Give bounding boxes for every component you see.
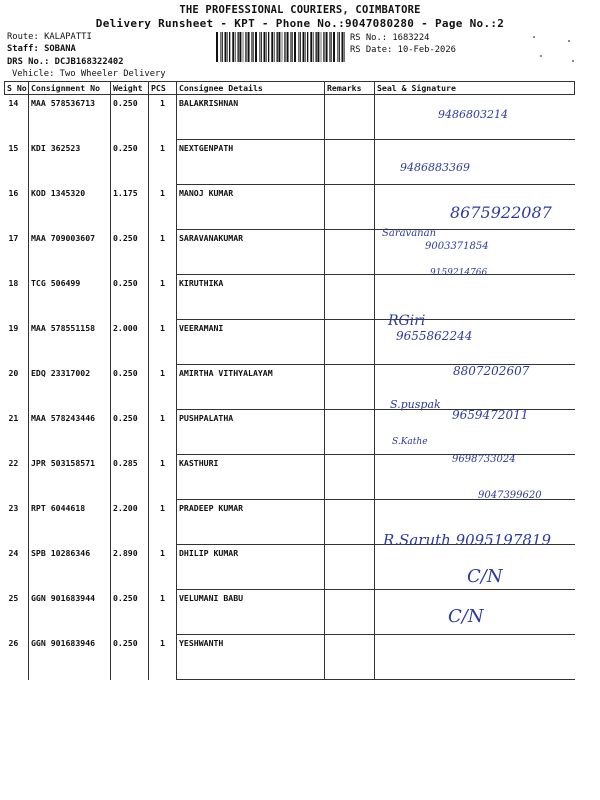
row-pcs: 1	[149, 185, 177, 230]
row-consignment-no: MAA 578243446	[29, 410, 111, 455]
row-remarks	[325, 230, 375, 275]
signature: 9047399620	[478, 490, 542, 501]
barcode-bar	[303, 32, 305, 62]
row-remarks	[325, 410, 375, 455]
drs-number: DRS No.: DCJB168322402	[7, 57, 124, 67]
barcode-bar	[344, 32, 345, 62]
table-row	[5, 500, 575, 545]
row-consignment-no: MAA 709003607	[29, 230, 111, 275]
table-row	[5, 140, 575, 185]
row-pcs: 1	[149, 410, 177, 455]
barcode-bar	[333, 32, 335, 62]
table-row	[5, 320, 575, 365]
row-sno: 22	[8, 457, 19, 468]
signature: S.puspak	[390, 398, 441, 411]
speck	[533, 36, 535, 38]
table-row	[5, 365, 575, 410]
row-consignee: KASTHURI	[177, 455, 325, 500]
barcode-bar	[316, 32, 317, 62]
signature: 9698733024	[452, 454, 516, 465]
rs-date: RS Date: 10-Feb-2026	[350, 45, 456, 55]
barcode-bar	[342, 32, 344, 62]
barcode-bar	[264, 32, 266, 62]
row-sno: 15	[8, 142, 19, 153]
barcode-bar	[284, 32, 285, 62]
row-seal-signature	[375, 455, 575, 500]
row-weight: 0.250	[111, 95, 149, 140]
row-consignee: MANOJ KUMAR	[177, 185, 325, 230]
barcode-bar	[278, 32, 280, 62]
row-pcs: 1	[149, 365, 177, 410]
barcode-bar	[337, 32, 338, 62]
signature: C/N	[467, 566, 503, 587]
signature: Saravanan	[382, 228, 437, 239]
row-weight: 0.250	[111, 590, 149, 635]
table-row	[5, 455, 575, 500]
runsheet-subtitle: Delivery Runsheet - KPT - Phone No.:9047080280 - Page No.:2	[95, 17, 505, 30]
row-remarks	[325, 320, 375, 365]
barcode-bar	[216, 32, 218, 62]
table-row	[5, 410, 575, 455]
signature: RGiri	[388, 313, 426, 329]
barcode-bar	[287, 32, 289, 62]
table-row	[5, 545, 575, 590]
row-consignment-no: SPB 10286346	[29, 545, 111, 590]
row-consignment-no: MAA 578551158	[29, 320, 111, 365]
barcode-bar	[290, 32, 291, 62]
row-weight: 0.250	[111, 230, 149, 275]
company-title: THE PROFESSIONAL COURIERS, COIMBATORE	[179, 4, 421, 16]
barcode-bar	[261, 32, 262, 62]
row-seal-signature	[375, 500, 575, 545]
row-sno: 19	[8, 322, 19, 333]
row-consignment-no: JPR 503158571	[29, 455, 111, 500]
row-seal-signature	[375, 545, 575, 590]
header-seal: Seal & Signature	[375, 82, 575, 95]
barcode-bar	[220, 32, 221, 62]
barcode-bar	[339, 32, 340, 62]
barcode-bar	[266, 32, 267, 62]
row-pcs: 1	[149, 455, 177, 500]
barcode-bar	[291, 32, 292, 62]
row-consignee: PUSHPALATHA	[177, 410, 325, 455]
row-sno: 24	[8, 547, 19, 558]
barcode	[216, 32, 346, 62]
table-row	[5, 275, 575, 320]
row-weight: 1.175	[111, 185, 149, 230]
row-seal-signature	[375, 590, 575, 635]
row-remarks	[325, 365, 375, 410]
row-weight: 2.000	[111, 320, 149, 365]
route-label: Route: KALAPATTI	[7, 32, 92, 42]
table-row	[5, 230, 575, 275]
barcode-bar	[268, 32, 269, 62]
barcode-bar	[225, 32, 227, 62]
row-pcs: 1	[149, 140, 177, 185]
signature: 8807202607	[453, 364, 530, 378]
barcode-bar	[271, 32, 273, 62]
row-consignee: DHILIP KUMAR	[177, 545, 325, 590]
row-remarks	[325, 95, 375, 140]
row-consignment-no: GGN 901683944	[29, 590, 111, 635]
table-row	[5, 185, 575, 230]
barcode-bar	[305, 32, 306, 62]
barcode-bar	[245, 32, 246, 62]
row-consignee: VEERAMANI	[177, 320, 325, 365]
row-seal-signature	[375, 275, 575, 320]
header-consignment: Consignment No	[29, 82, 111, 95]
row-weight: 0.250	[111, 365, 149, 410]
row-sno: 25	[8, 592, 19, 603]
signature: 9486883369	[400, 161, 470, 174]
barcode-bar	[282, 32, 283, 62]
table-row	[5, 635, 575, 680]
speck	[572, 60, 574, 62]
row-remarks	[325, 275, 375, 320]
barcode-bar	[248, 32, 250, 62]
row-consignee: KIRUTHIKA	[177, 275, 325, 320]
row-remarks	[325, 545, 375, 590]
barcode-bar	[321, 32, 322, 62]
row-seal-signature	[375, 320, 575, 365]
row-weight: 0.250	[111, 140, 149, 185]
signature: S.Kathe	[392, 437, 428, 447]
barcode-bar	[326, 32, 328, 62]
barcode-bar	[294, 32, 296, 62]
barcode-bar	[274, 32, 275, 62]
row-weight: 0.250	[111, 410, 149, 455]
row-pcs: 1	[149, 590, 177, 635]
barcode-bar	[238, 32, 239, 62]
row-weight: 0.285	[111, 455, 149, 500]
barcode-bar	[317, 32, 319, 62]
barcode-bar	[330, 32, 331, 62]
barcode-bar	[251, 32, 252, 62]
header-consignee: Consignee Details	[177, 82, 325, 95]
row-remarks	[325, 185, 375, 230]
staff-label: Staff: SOBANA	[7, 44, 76, 54]
row-seal-signature	[375, 230, 575, 275]
table-row	[5, 590, 575, 635]
signature: R.Saruth 9095197819	[383, 531, 552, 549]
barcode-bar	[329, 32, 330, 62]
barcode-bar	[229, 32, 230, 62]
row-weight: 0.250	[111, 275, 149, 320]
barcode-bar	[243, 32, 244, 62]
table-header-row	[5, 82, 575, 95]
row-weight: 2.200	[111, 500, 149, 545]
row-pcs: 1	[149, 320, 177, 365]
signature: 9486803214	[438, 108, 508, 121]
row-consignee: AMIRTHA VITHYALAYAM	[177, 365, 325, 410]
runsheet-table	[4, 81, 575, 680]
signature: C/N	[448, 606, 484, 627]
row-weight: 2.890	[111, 545, 149, 590]
barcode-bar	[232, 32, 234, 62]
row-pcs: 1	[149, 230, 177, 275]
header-sno: S No	[5, 82, 29, 95]
barcode-bar	[235, 32, 236, 62]
row-consignment-no: TCG 506499	[29, 275, 111, 320]
barcode-bar	[310, 32, 312, 62]
row-sno: 21	[8, 412, 19, 423]
row-consignment-no: GGN 901683946	[29, 635, 111, 680]
barcode-bar	[300, 32, 301, 62]
barcode-bar	[255, 32, 257, 62]
row-remarks	[325, 455, 375, 500]
speck	[540, 55, 542, 57]
header-weight: Weight	[111, 82, 149, 95]
row-seal-signature	[375, 410, 575, 455]
signature: 9655862244	[396, 329, 473, 343]
vehicle-label: Vehicle: Two Wheeler Delivery	[12, 69, 166, 79]
row-seal-signature	[375, 140, 575, 185]
row-consignee: BALAKRISHNAN	[177, 95, 325, 140]
row-sno: 16	[8, 187, 19, 198]
row-remarks	[325, 590, 375, 635]
row-consignment-no: MAA 578536713	[29, 95, 111, 140]
row-remarks	[325, 500, 375, 545]
row-weight: 0.250	[111, 635, 149, 680]
barcode-bar	[313, 32, 314, 62]
row-consignee: PRADEEP KUMAR	[177, 500, 325, 545]
rs-number: RS No.: 1683224	[350, 33, 430, 43]
barcode-bar	[239, 32, 241, 62]
row-remarks	[325, 140, 375, 185]
signature: 8675922087	[450, 203, 552, 222]
barcode-bar	[298, 32, 299, 62]
row-consignment-no: RPT 6044618	[29, 500, 111, 545]
row-sno: 23	[8, 502, 19, 513]
row-remarks	[325, 635, 375, 680]
row-sno: 14	[8, 98, 19, 108]
row-sno: 17	[8, 232, 19, 243]
row-seal-signature	[375, 185, 575, 230]
barcode-bar	[277, 32, 278, 62]
barcode-bar	[323, 32, 324, 62]
barcode-bar	[222, 32, 223, 62]
row-pcs: 1	[149, 275, 177, 320]
row-sno: 18	[8, 277, 19, 288]
row-sno: 20	[8, 367, 19, 378]
row-consignment-no: KDI 362523	[29, 140, 111, 185]
table-row	[5, 95, 575, 140]
row-seal-signature	[375, 95, 575, 140]
header-pcs: PCS	[149, 82, 177, 95]
row-consignee: SARAVANAKUMAR	[177, 230, 325, 275]
signature: 9659472011	[452, 408, 529, 422]
barcode-bar	[259, 32, 260, 62]
row-consignee: VELUMANI BABU	[177, 590, 325, 635]
row-sno: 26	[8, 637, 19, 648]
row-consignment-no: KOD 1345320	[29, 185, 111, 230]
row-consignment-no: EDQ 23317002	[29, 365, 111, 410]
row-consignee: YESHWANTH	[177, 635, 325, 680]
signature: 9159214766	[430, 268, 488, 278]
barcode-bar	[307, 32, 308, 62]
row-consignee: NEXTGENPATH	[177, 140, 325, 185]
row-seal-signature	[375, 635, 575, 680]
barcode-bar	[252, 32, 253, 62]
row-pcs: 1	[149, 545, 177, 590]
signature: 9003371854	[425, 241, 489, 252]
header-remarks: Remarks	[325, 82, 375, 95]
speck	[568, 40, 570, 42]
row-seal-signature	[375, 365, 575, 410]
row-pcs: 1	[149, 635, 177, 680]
barcode-bar	[227, 32, 228, 62]
row-pcs: 1	[149, 500, 177, 545]
row-pcs: 1	[149, 95, 177, 140]
